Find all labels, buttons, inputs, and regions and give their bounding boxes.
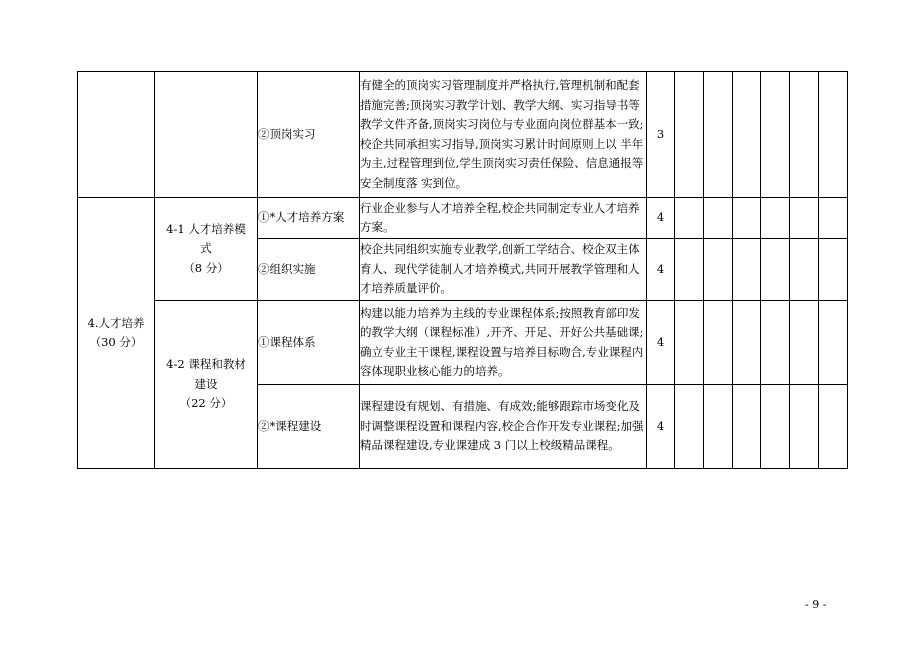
- rating-cell: [819, 301, 848, 385]
- page-number: - 9 -: [805, 598, 827, 611]
- rating-cell: [733, 239, 761, 301]
- score-cell: 3: [647, 72, 675, 198]
- rating-cell: [675, 72, 704, 198]
- criteria-cell: 有健全的顶岗实习管理制度并严格执行,管理机制和配套措施完善;顶岗实习教学计划、教学大纲、实习指导书等教学文件齐备,顶岗实习岗位与专业面向岗位群基本一致;校企共同承担实习指导,顶岗实习累计时间原则上以 半年为主,过程管理到位,学生顶岗实习责任保险、信息通报等安全制度落 实到位。: [360, 72, 647, 198]
- evaluation-table: [77, 71, 848, 469]
- score-cell: 4: [647, 198, 675, 239]
- category-cell: 4.人才培养 （30 分）: [78, 198, 155, 469]
- rating-cell: [675, 198, 704, 239]
- rating-cell: [761, 301, 790, 385]
- table-row: [78, 301, 848, 385]
- category-cell: [78, 72, 155, 198]
- rating-cell: [733, 72, 761, 198]
- item-cell: ②*课程建设: [258, 385, 360, 469]
- rating-cell: [761, 72, 790, 198]
- criteria-cell: 校企共同组织实施专业教学,创新工学结合、校企双主体育人、现代学徒制人才培养模式,共同开展教学管理和人才培养质量评价。: [360, 239, 647, 301]
- rating-cell: [733, 198, 761, 239]
- subcategory-cell: 4-2 课程和教材 建设 （22 分）: [155, 301, 258, 469]
- rating-cell: [733, 301, 761, 385]
- rating-cell: [761, 239, 790, 301]
- rating-cell: [790, 239, 819, 301]
- rating-cell: [704, 72, 733, 198]
- rating-cell: [790, 385, 819, 469]
- rating-cell: [819, 72, 848, 198]
- criteria-cell: 构建以能力培养为主线的专业课程体系;按照教育部印发的教学大纲（课程标准）,开齐、开足、开好公共基础课;确立专业主干课程,课程设置与培养目标吻合,专业课程内容体现职业核心能力的培养。: [360, 301, 647, 385]
- rating-cell: [675, 239, 704, 301]
- rating-cell: [790, 301, 819, 385]
- criteria-cell: 行业企业参与人才培养全程,校企共同制定专业人才培养方案。: [360, 198, 647, 239]
- rating-cell: [819, 198, 848, 239]
- table-row: [78, 72, 848, 198]
- rating-cell: [819, 239, 848, 301]
- rating-cell: [761, 198, 790, 239]
- item-cell: ①课程体系: [258, 301, 360, 385]
- table-row: [78, 198, 848, 239]
- item-cell: ②顶岗实习: [258, 72, 360, 198]
- score-cell: 4: [647, 385, 675, 469]
- rating-cell: [819, 385, 848, 469]
- item-cell: ①*人才培养方案: [258, 198, 360, 239]
- rating-cell: [704, 385, 733, 469]
- subcategory-cell: [155, 72, 258, 198]
- rating-cell: [733, 385, 761, 469]
- rating-cell: [704, 301, 733, 385]
- rating-cell: [761, 385, 790, 469]
- score-cell: 4: [647, 301, 675, 385]
- item-cell: ②组织实施: [258, 239, 360, 301]
- rating-cell: [675, 385, 704, 469]
- subcategory-cell: 4-1 人才培养模 式 （8 分）: [155, 198, 258, 301]
- criteria-cell: 课程建设有规划、有措施、有成效;能够跟踪市场变化及时调整课程设置和课程内容,校企合作开发专业课程;加强精品课程建设,专业课建成 3 门以上校级精品课程。: [360, 385, 647, 469]
- score-cell: 4: [647, 239, 675, 301]
- rating-cell: [790, 198, 819, 239]
- rating-cell: [704, 239, 733, 301]
- rating-cell: [790, 72, 819, 198]
- rating-cell: [704, 198, 733, 239]
- rating-cell: [675, 301, 704, 385]
